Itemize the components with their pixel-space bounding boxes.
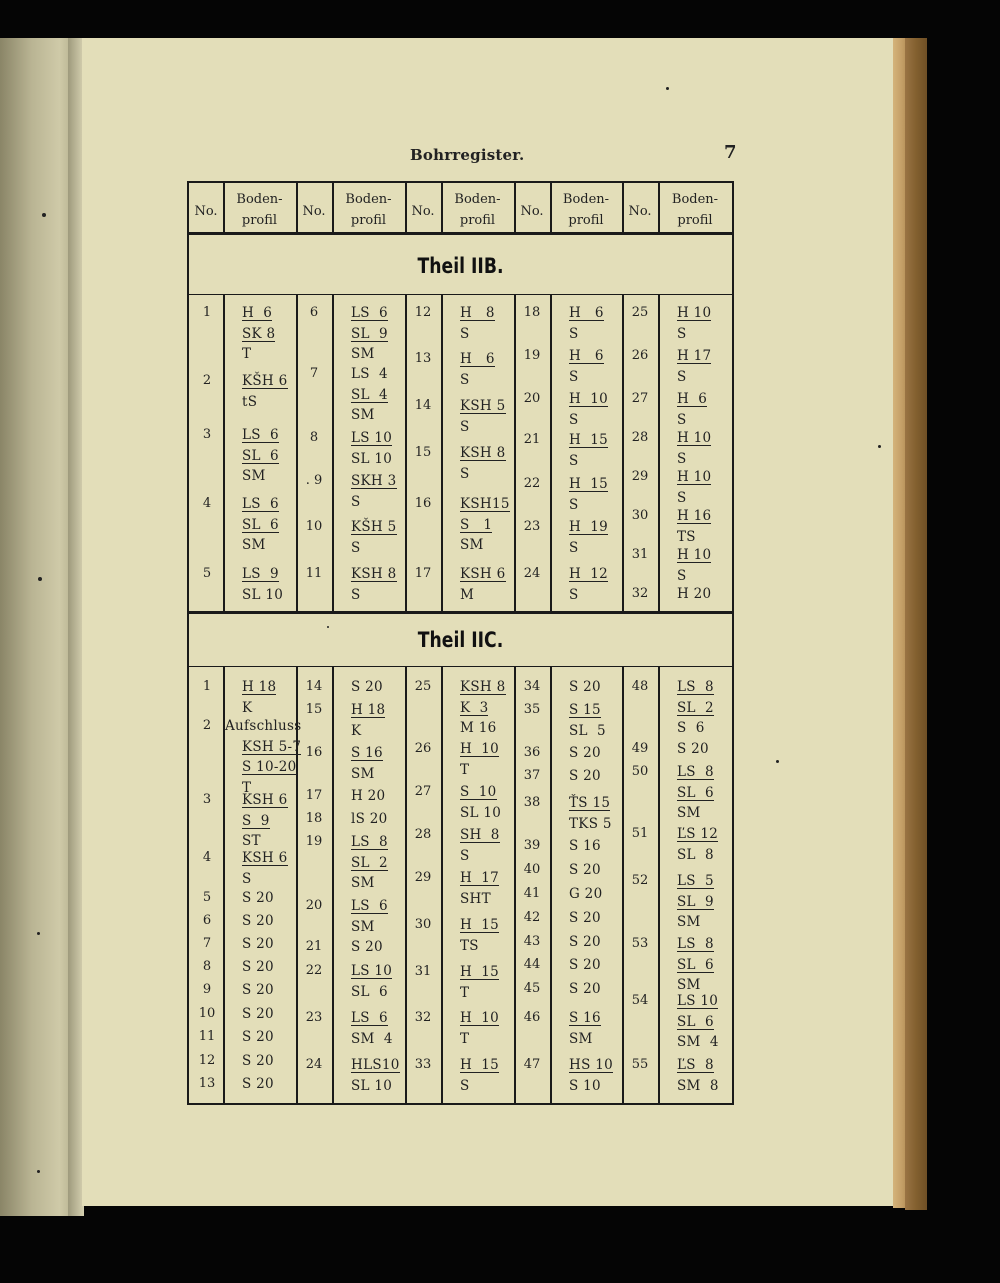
iib-soil-profile-line: H 10	[677, 305, 712, 321]
iic-soil-profile-line: S 20	[242, 1076, 274, 1092]
iib-bore-number: . 9	[305, 473, 323, 488]
iic-soil-profile-line: S 20	[569, 768, 601, 784]
dust-speck	[327, 626, 329, 628]
iic-soil-profile-line: SM	[677, 914, 701, 930]
iib-soil-profile-line: H 6	[242, 305, 273, 321]
iic-soil-profile-line: SL 8	[677, 846, 714, 863]
iib-soil-profile-line: S	[569, 325, 579, 342]
iib-bore-number: 21	[523, 432, 541, 447]
iic-soil-profile-line: G 20	[569, 886, 603, 902]
iic-soil-profile-line: S 20	[569, 981, 601, 997]
iib-soil-profile-line: LS 6	[351, 305, 388, 321]
iib-soil-profile-line: H 16	[677, 508, 712, 524]
iic-soil-profile-line: SM	[351, 875, 375, 891]
iib-soil-profile-line: S	[569, 411, 579, 428]
iic-soil-profile-line: SM	[569, 1030, 593, 1047]
iic-bore-number: 12	[198, 1053, 216, 1068]
iib-bore-number: 24	[523, 566, 541, 581]
iib-bore-number: 3	[202, 427, 212, 442]
iic-soil-profile-line: LS 8	[351, 834, 388, 850]
column-rule-b	[622, 294, 624, 612]
column-rule-c	[441, 666, 443, 1104]
iic-soil-profile-line: H 15	[460, 917, 500, 933]
iib-soil-profile-line: S	[351, 586, 361, 603]
iic-soil-profile-line: HS 10	[569, 1057, 613, 1073]
iib-soil-profile-line: H 19	[569, 519, 609, 535]
left-page-edge	[0, 38, 70, 1216]
iib-bore-number: 4	[202, 496, 212, 511]
iib-soil-profile-line: SL 6	[242, 447, 279, 464]
iic-soil-profile-line: K 3	[460, 699, 489, 716]
iib-soil-profile-line: LS 10	[351, 430, 393, 446]
iic-soil-profile-line: S	[460, 1077, 470, 1094]
iic-soil-profile-line: SM	[351, 765, 375, 782]
iic-bore-number: 31	[414, 964, 432, 979]
iib-soil-profile-line: LS 4	[351, 366, 388, 382]
iic-bore-number: 55	[631, 1057, 649, 1072]
header-bodenprofil: Boden- profil	[236, 192, 283, 228]
iib-soil-profile-line: H 15	[569, 476, 609, 492]
iic-soil-profile-line: H 17	[460, 870, 500, 886]
iic-soil-profile-line: T	[460, 984, 470, 1001]
column-rule-b	[332, 294, 334, 612]
iic-soil-profile-line: LS 5	[677, 873, 714, 889]
section-rule-c	[187, 666, 734, 667]
iic-soil-profile-line: S 10	[569, 1077, 601, 1094]
iic-soil-profile-line: LS 6	[351, 1010, 388, 1026]
column-rule-c	[514, 666, 516, 1104]
iib-soil-profile-line: SK 8	[242, 325, 276, 342]
iic-soil-profile-line: H 18	[242, 679, 277, 695]
iic-soil-profile-line: SL 10	[460, 804, 502, 821]
iic-soil-profile-line: S 20	[351, 939, 383, 955]
iib-bore-number: 26	[631, 348, 649, 363]
section-title-iic: Theil IIC.	[417, 628, 504, 652]
dust-speck	[666, 87, 669, 90]
iic-soil-profile-line: LS 8	[677, 936, 714, 952]
section-title-iib: Theil IIB.	[417, 254, 504, 278]
header-no: No.	[194, 204, 218, 219]
column-rule-b	[296, 294, 298, 612]
iib-bore-number: 30	[631, 508, 649, 523]
iic-bore-number: 22	[305, 963, 323, 978]
iic-soil-profile-line: H 10	[460, 741, 500, 757]
iib-soil-profile-line: KSH 5	[460, 398, 506, 414]
iic-bore-number: 35	[523, 702, 541, 717]
iib-soil-profile-line: S	[677, 450, 687, 467]
iic-soil-profile-line: TS	[460, 937, 479, 954]
iic-bore-number: 26	[414, 741, 432, 756]
iic-bore-number: 25	[414, 679, 432, 694]
iib-bore-number: 29	[631, 469, 649, 484]
running-title: Bohrregister.	[410, 146, 525, 164]
iic-soil-profile-line: SL 6	[351, 983, 388, 1000]
iib-soil-profile-line: H 8	[460, 305, 495, 321]
iic-soil-profile-line: S	[460, 847, 470, 864]
iic-bore-number: 33	[414, 1057, 432, 1072]
iic-soil-profile-line: SL 6	[677, 784, 714, 801]
header-bodenprofil: Boden- profil	[562, 192, 610, 228]
iic-bore-number: 9	[202, 982, 212, 997]
iic-soil-profile-line: H 10	[460, 1010, 500, 1026]
iic-bore-number: 8	[202, 959, 212, 974]
iib-soil-profile-line: S	[677, 368, 687, 385]
iic-soil-profile-line: S 16	[351, 745, 383, 761]
iib-bore-number: 10	[305, 519, 323, 534]
iib-soil-profile-line: S	[569, 368, 579, 385]
iic-soil-profile-line: H 18	[351, 702, 386, 718]
iic-bore-number: 14	[305, 679, 323, 694]
iic-bore-number: 17	[305, 788, 323, 803]
iib-soil-profile-line: LS 9	[242, 566, 279, 582]
header-no: No.	[628, 204, 652, 219]
iic-bore-number: 23	[305, 1010, 323, 1025]
iic-soil-profile-line: S 20	[242, 1006, 274, 1022]
iic-bore-number: 28	[414, 827, 432, 842]
iic-bore-number: 34	[523, 679, 541, 694]
section-rule-b	[187, 294, 734, 295]
iic-soil-profile-line: S 20	[569, 862, 601, 878]
iic-soil-profile-line: SL 9	[677, 893, 714, 910]
iic-soil-profile-line: SM 8	[677, 1077, 719, 1094]
iib-bore-number: 7	[309, 366, 319, 381]
iic-soil-profile-line: S 20	[351, 679, 383, 695]
iib-soil-profile-line: S	[460, 325, 470, 342]
iic-soil-profile-line: S 15	[569, 702, 601, 718]
iic-soil-profile-line: LS 8	[677, 679, 714, 695]
iib-soil-profile-line: S	[460, 371, 470, 388]
header-bodenprofil: Boden- profil	[671, 192, 719, 228]
iib-bore-number: 15	[414, 445, 432, 460]
iic-soil-profile-line: SL 5	[569, 722, 606, 739]
iic-bore-number: 21	[305, 939, 323, 954]
iib-soil-profile-line: S	[569, 586, 579, 603]
iic-bore-number: 54	[631, 993, 649, 1008]
iib-soil-profile-line: LS 6	[242, 496, 279, 512]
iib-soil-profile-line: LS 6	[242, 427, 279, 443]
iic-bore-number: 37	[523, 768, 541, 783]
iib-bore-number: 14	[414, 398, 432, 413]
iib-soil-profile-line: S	[569, 452, 579, 469]
iic-soil-profile-line: S 16	[569, 1010, 601, 1026]
iic-soil-profile-line: S 9	[242, 812, 270, 829]
iic-soil-profile-line: S 20	[569, 745, 601, 761]
iic-bore-number: 53	[631, 936, 649, 951]
iib-soil-profile-line: H 6	[460, 351, 495, 367]
iic-soil-profile-line: K	[351, 722, 362, 739]
iic-soil-profile-line: H 20	[351, 788, 386, 804]
iib-soil-profile-line: KSH 8	[351, 566, 397, 582]
iic-soil-profile-line: ŤS 15	[569, 795, 611, 811]
iib-soil-profile-line: H 12	[569, 566, 609, 582]
iic-soil-profile-line: S 20	[569, 679, 601, 695]
iib-bore-number: 22	[523, 476, 541, 491]
iic-bore-number: 3	[202, 792, 212, 807]
iic-bore-number: 1	[202, 679, 212, 694]
header-bodenprofil: Boden- profil	[454, 192, 501, 228]
iic-soil-profile-line: H 15	[460, 1057, 500, 1073]
iic-bore-number: 43	[523, 934, 541, 949]
iic-bore-number: 10	[198, 1006, 216, 1021]
header-no: No.	[302, 204, 326, 219]
iic-soil-profile-line: S 20	[569, 910, 601, 926]
iic-soil-profile-line: S 20	[242, 959, 274, 975]
iic-bore-number: 24	[305, 1057, 323, 1072]
column-rule-c	[405, 666, 407, 1104]
iib-bore-number: 28	[631, 430, 649, 445]
iic-bore-number: 20	[305, 898, 323, 913]
iib-bore-number: 23	[523, 519, 541, 534]
iic-soil-profile-line: LS 8	[677, 764, 714, 780]
iib-soil-profile-line: H 10	[677, 547, 712, 563]
iib-soil-profile-line: S	[677, 325, 687, 342]
iic-bore-number: 32	[414, 1010, 432, 1025]
iic-bore-number: 6	[202, 913, 212, 928]
iic-bore-number: 46	[523, 1010, 541, 1025]
iib-soil-profile-line: S	[677, 489, 687, 506]
iic-soil-profile-line: S 20	[242, 982, 274, 998]
iic-bore-number: 38	[523, 795, 541, 810]
dust-speck	[878, 445, 881, 448]
iic-soil-profile-line: LS 10	[677, 993, 719, 1009]
iic-soil-profile-line: SM	[677, 977, 701, 993]
iib-soil-profile-line: S	[460, 418, 470, 435]
part-separator-rule	[187, 611, 734, 614]
iic-soil-profile-line: SL 2	[351, 854, 388, 871]
iib-bore-number: 12	[414, 305, 432, 320]
iib-bore-number: 2	[202, 373, 212, 388]
iic-bore-number: 4	[202, 850, 212, 865]
iib-soil-profile-line: SM	[351, 346, 375, 362]
iib-soil-profile-line: H 10	[677, 430, 712, 446]
iib-bore-number: 25	[631, 305, 649, 320]
iib-bore-number: 13	[414, 351, 432, 366]
iic-soil-profile-line: S 10-20	[242, 759, 297, 775]
iic-soil-profile-line: SL 2	[677, 699, 714, 716]
iib-bore-number: 11	[305, 566, 323, 581]
iic-soil-profile-line: T	[460, 761, 470, 778]
header-bodenprofil: Boden- profil	[345, 192, 392, 228]
dust-speck	[37, 1170, 40, 1173]
iib-bore-number: 31	[631, 547, 649, 562]
iic-bore-number: 49	[631, 741, 649, 756]
iib-soil-profile-line: H 6	[677, 391, 708, 407]
iic-bore-number: 44	[523, 957, 541, 972]
iib-soil-profile-line: H 6	[569, 305, 604, 321]
dust-speck	[42, 213, 46, 217]
iib-bore-number: 17	[414, 566, 432, 581]
iic-bore-number: 41	[523, 886, 541, 901]
iic-soil-profile-line: SL 6	[677, 956, 714, 973]
iib-soil-profile-line: SM	[460, 537, 484, 553]
iib-bore-number: 5	[202, 566, 212, 581]
iib-soil-profile-line: SL 4	[351, 386, 388, 403]
iic-bore-number: 5	[202, 890, 212, 905]
iic-bore-number: 16	[305, 745, 323, 760]
column-rule-b	[658, 294, 660, 612]
iib-soil-profile-line: H 15	[569, 432, 609, 448]
iib-soil-profile-line: SL 9	[351, 325, 388, 342]
iic-soil-profile-line: SH 8	[460, 827, 500, 843]
iib-soil-profile-line: S	[569, 496, 579, 513]
iic-soil-profile-line: S 16	[569, 838, 601, 854]
iib-soil-profile-line: SM	[351, 407, 375, 423]
iic-bore-number: 45	[523, 981, 541, 996]
iib-soil-profile-line: SL 10	[351, 450, 393, 467]
iib-soil-profile-line: SL 10	[242, 586, 284, 603]
iic-soil-profile-line: SM 4	[351, 1030, 393, 1047]
iic-soil-profile-line: TKS 5	[569, 815, 612, 832]
iic-bore-number: 13	[198, 1076, 216, 1091]
iic-bore-number: 15	[305, 702, 323, 717]
iic-soil-profile-line: S 20	[242, 890, 274, 906]
iic-bore-number: 19	[305, 834, 323, 849]
iic-soil-profile-line: SL 10	[351, 1077, 393, 1094]
iic-bore-number: 39	[523, 838, 541, 853]
iic-soil-profile-line: T	[242, 779, 252, 796]
iib-soil-profile-line: H 10	[569, 391, 609, 407]
iic-soil-profile-line: SM	[677, 805, 701, 821]
iib-soil-profile-line: S	[677, 567, 687, 584]
column-rule-c	[622, 666, 624, 1104]
iic-soil-profile-line: ĽS 8	[677, 1057, 714, 1073]
iic-soil-profile-line: HLS10	[351, 1057, 400, 1073]
dust-speck	[776, 760, 779, 763]
iic-bore-number: 40	[523, 862, 541, 877]
iic-bore-number: 2	[202, 718, 212, 733]
iib-bore-number: 16	[414, 496, 432, 511]
iic-soil-profile-line: S 20	[242, 1029, 274, 1045]
iib-soil-profile-line: H 17	[677, 348, 712, 364]
iib-soil-profile-line: H 20	[677, 586, 712, 602]
iic-soil-profile-line: T	[460, 1030, 470, 1047]
iib-soil-profile-line: S	[460, 465, 470, 482]
iic-soil-profile-line: S 10	[460, 784, 497, 800]
iic-bore-number: 18	[305, 811, 323, 826]
iic-bore-number: 7	[202, 936, 212, 951]
iib-bore-number: 18	[523, 305, 541, 320]
iib-bore-number: 1	[202, 305, 212, 320]
header-no: No.	[520, 204, 544, 219]
iic-soil-profile-line: ĽS 12	[677, 826, 719, 842]
iic-soil-profile-line: KSH 8	[460, 679, 506, 695]
dust-speck	[38, 577, 42, 581]
iib-bore-number: 32	[631, 586, 649, 601]
iic-soil-profile-line: H 15	[460, 964, 500, 980]
iic-bore-number: 36	[523, 745, 541, 760]
iib-bore-number: 8	[309, 430, 319, 445]
iib-soil-profile-line: KŠH 6	[242, 373, 288, 389]
iib-bore-number: 19	[523, 348, 541, 363]
iic-soil-profile-line: KSH 6	[242, 792, 288, 808]
iic-soil-profile-line: LS 6	[351, 898, 388, 914]
iic-bore-number: 27	[414, 784, 432, 799]
iib-bore-number: 6	[309, 305, 319, 320]
iib-bore-number: 27	[631, 391, 649, 406]
iic-soil-profile-line: SHT	[460, 890, 491, 907]
column-rule-c	[332, 666, 334, 1104]
book-cover-edge	[905, 38, 927, 1210]
iib-soil-profile-line: S	[569, 539, 579, 556]
iic-soil-profile-line: SL 6	[677, 1013, 714, 1030]
iib-soil-profile-line: S	[677, 411, 687, 428]
column-rule-b	[514, 294, 516, 612]
iic-soil-profile-line: S 6	[677, 720, 705, 736]
iic-soil-profile-line: S 20	[677, 741, 709, 757]
iic-soil-profile-line: S 20	[242, 936, 274, 952]
iic-soil-profile-line: KSH 5-7	[242, 738, 302, 755]
iic-soil-profile-line: S 20	[242, 913, 274, 929]
iic-bore-number: 47	[523, 1057, 541, 1072]
iic-soil-profile-line: S 20	[569, 957, 601, 973]
iib-soil-profile-line: M	[460, 586, 475, 603]
column-rule-b	[550, 294, 552, 612]
column-rule-c	[658, 666, 660, 1104]
page-number: 7	[724, 142, 737, 163]
iib-soil-profile-line: TS	[677, 528, 696, 545]
iib-soil-profile-line: SM	[242, 468, 266, 484]
column-rule-b	[405, 294, 407, 612]
iib-soil-profile-line: S	[351, 539, 361, 556]
iic-soil-profile-line: SM	[351, 918, 375, 935]
iic-soil-profile-line: S	[242, 870, 252, 887]
iic-soil-profile-line: SM 4	[677, 1034, 719, 1050]
iic-bore-number: 11	[198, 1029, 216, 1044]
header-no: No.	[411, 204, 435, 219]
iib-soil-profile-line: S 1	[460, 516, 493, 533]
column-rule-b	[441, 294, 443, 612]
iic-bore-number: 50	[631, 764, 649, 779]
iib-soil-profile-line: SKH 3	[351, 473, 397, 489]
iic-soil-profile-line: M 16	[460, 720, 497, 736]
iib-soil-profile-line: S	[351, 493, 361, 510]
dust-speck	[37, 932, 40, 935]
iib-soil-profile-line: H 10	[677, 469, 712, 485]
iib-soil-profile-line: KSH 6	[460, 566, 506, 582]
iic-soil-profile-line: Aufschluss	[225, 718, 302, 734]
iib-soil-profile-line: tS	[242, 393, 258, 410]
iic-bore-number: 29	[414, 870, 432, 885]
iic-soil-profile-line: lS 20	[351, 811, 388, 827]
iib-soil-profile-line: H 6	[569, 348, 604, 364]
iib-soil-profile-line: SL 6	[242, 516, 279, 533]
column-rule-b	[223, 294, 225, 612]
iic-bore-number: 30	[414, 917, 432, 932]
iic-bore-number: 42	[523, 910, 541, 925]
iic-bore-number: 48	[631, 679, 649, 694]
iic-soil-profile-line: ST	[242, 833, 261, 849]
iic-soil-profile-line: S 20	[569, 934, 601, 950]
iic-soil-profile-line: KSH 6	[242, 850, 288, 866]
header-rule	[187, 232, 734, 235]
iib-soil-profile-line: KŠH 5	[351, 519, 397, 535]
iic-bore-number: 51	[631, 826, 649, 841]
column-rule-c	[550, 666, 552, 1104]
iic-soil-profile-line: LS 10	[351, 963, 393, 979]
iib-bore-number: 20	[523, 391, 541, 406]
iib-soil-profile-line: SM	[242, 537, 266, 553]
iic-soil-profile-line: S 20	[242, 1053, 274, 1069]
iic-bore-number: 52	[631, 873, 649, 888]
iic-soil-profile-line: K	[242, 699, 253, 716]
iib-soil-profile-line: KSH15	[460, 496, 510, 512]
iib-soil-profile-line: T	[242, 346, 252, 362]
iib-soil-profile-line: KSH 8	[460, 445, 506, 461]
